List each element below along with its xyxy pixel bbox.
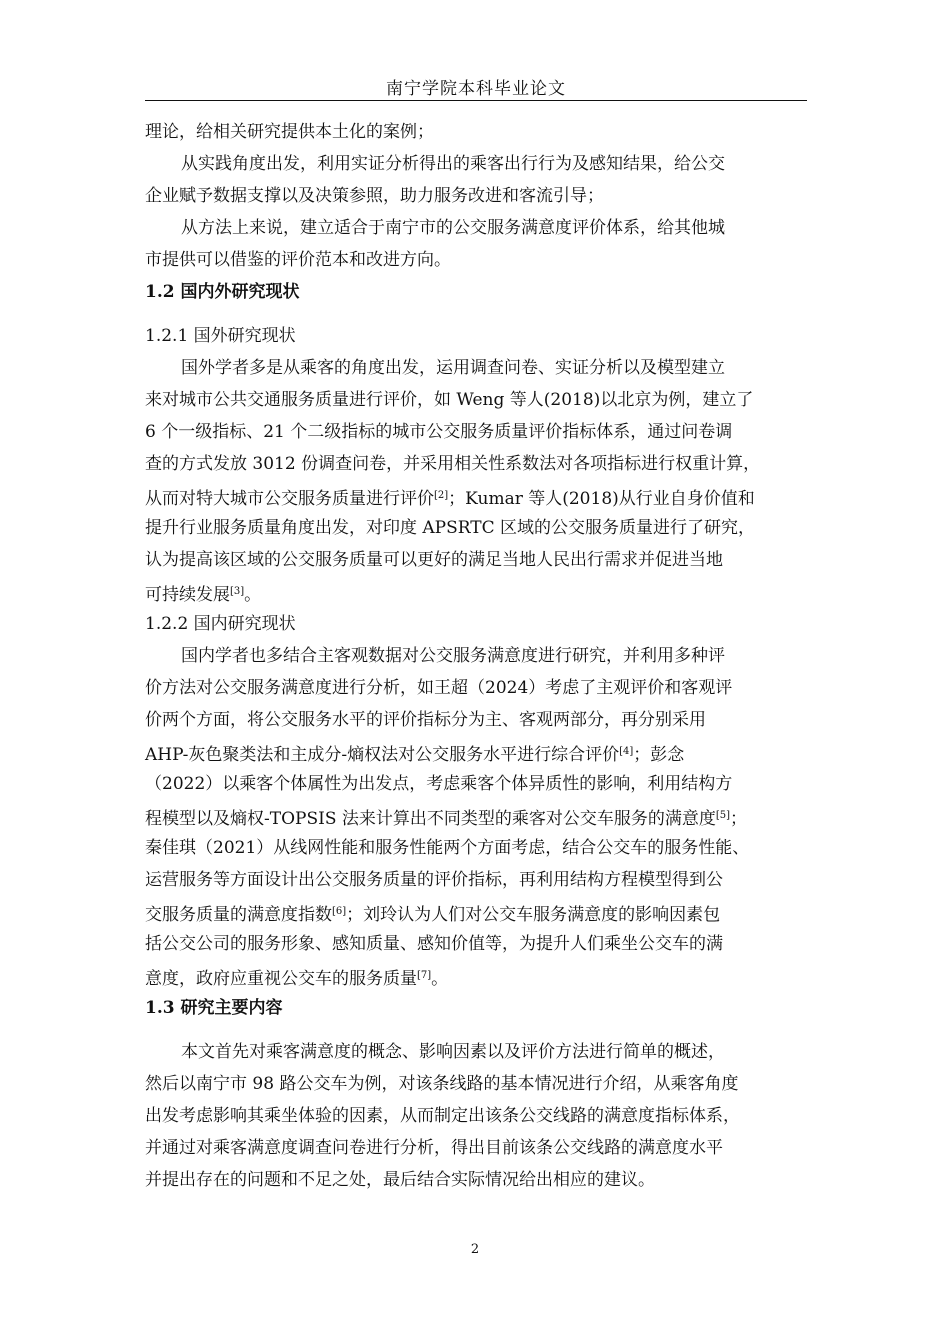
body-text-line	[145, 244, 807, 276]
page-number: 2	[470, 1242, 480, 1257]
line-text-continued: ；彭念	[633, 745, 685, 765]
body-text-line	[145, 180, 807, 212]
line-text: 然后以南宁市 98 路公交车为例，对该条线路的基本情况进行介绍，从乘客角度	[145, 1074, 739, 1094]
line-text: 程模型以及熵权-TOPSIS 法来计算出不同类型的乘客对公交车服务的满意度	[145, 809, 716, 829]
citation-superscript: [3]	[230, 586, 245, 597]
body-text-line	[145, 864, 807, 896]
body-text-line	[145, 480, 807, 512]
page-body	[145, 116, 807, 1196]
header-rule	[145, 100, 807, 101]
line-text: 意度，政府应重视公交车的服务质量	[145, 969, 417, 989]
line-text: 市提供可以借鉴的评价范本和改进方向。	[145, 250, 451, 270]
line-text: 秦佳琪（2021）从线网性能和服务性能两个方面考虑，结合公交车的服务性能、	[145, 838, 750, 858]
citation-superscript: [5]	[715, 810, 731, 821]
line-text-continued: ；Kumar 等人(2018)从行业自身价值和	[448, 489, 755, 509]
line-text: 1.2.2 国内研究现状	[145, 614, 296, 634]
line-text: 运营服务等方面设计出公交服务质量的评价指标，再利用结构方程模型得到公	[145, 870, 723, 890]
body-text-line	[145, 1132, 807, 1164]
body-text-line	[145, 352, 807, 384]
running-header-title: 南宁学院本科毕业论文	[386, 79, 566, 99]
line-text: 并提出存在的问题和不足之处，最后结合实际情况给出相应的建议。	[145, 1170, 655, 1190]
body-text-line	[145, 512, 807, 544]
body-text-line	[145, 800, 807, 832]
line-text: 1.2 国内外研究现状	[145, 282, 300, 302]
body-text-line	[145, 672, 807, 704]
body-text-line	[145, 448, 807, 480]
line-text: 并通过对乘客满意度调查问卷进行分析，得出目前该条公交线路的满意度水平	[145, 1138, 723, 1158]
line-text: 1.3 研究主要内容	[145, 998, 283, 1018]
citation-superscript: [4]	[619, 746, 634, 757]
line-text: AHP-灰色聚类法和主成分-熵权法对公交服务水平进行综合评价	[145, 745, 620, 765]
line-text-continued: ；	[730, 809, 748, 829]
line-text: 6 个一级指标、21 个二级指标的城市公交服务质量评价指标体系，通过问卷调	[145, 422, 733, 442]
body-text-line	[145, 1068, 807, 1100]
line-text-continued: 。	[431, 969, 449, 989]
citation-superscript: [2]	[434, 490, 449, 501]
line-text: 1.2.1 国外研究现状	[145, 326, 296, 346]
line-text: 本文首先对乘客满意度的概念、影响因素以及评价方法进行简单的概述，	[181, 1042, 725, 1062]
body-text-line	[145, 212, 807, 244]
line-text: 查的方式发放 3012 份调查问卷，并采用相关性系数法对各项指标进行权重计算，	[145, 454, 761, 474]
line-text-continued: ；刘玲认为人们对公交车服务满意度的影响因素包	[346, 905, 721, 925]
body-text-line	[145, 768, 807, 800]
line-text: （2022）以乘客个体属性为出发点，考虑乘客个体异质性的影响，利用结构方	[145, 774, 733, 794]
line-text: 价方法对公交服务满意度进行分析，如王超（2024）考虑了主观评价和客观评	[145, 678, 733, 698]
section-heading	[145, 276, 807, 308]
body-text-line	[145, 832, 807, 864]
body-text-line	[145, 1036, 807, 1068]
line-text: 价两个方面，将公交服务水平的评价指标分为主、客观两部分，再分别采用	[145, 710, 706, 730]
line-text: 括公交公司的服务形象、感知质量、感知价值等，为提升人们乘坐公交车的满	[145, 934, 723, 954]
body-text-line	[145, 736, 807, 768]
line-text: 来对城市公共交通服务质量进行评价，如 Weng 等人(2018)以北京为例，建立了	[145, 390, 754, 410]
body-text-line	[145, 1164, 807, 1196]
section-heading	[145, 992, 807, 1024]
body-text-line	[145, 544, 807, 576]
line-text: 国外学者多是从乘客的角度出发，运用调查问卷、实证分析以及模型建立	[181, 358, 725, 378]
body-text-line	[145, 640, 807, 672]
body-text-line	[145, 116, 807, 148]
subsection-heading	[145, 320, 807, 352]
line-text: 从方法上来说，建立适合于南宁市的公交服务满意度评价体系，给其他城	[181, 218, 725, 238]
subsection-heading	[145, 608, 807, 640]
body-text-line	[145, 704, 807, 736]
body-text-line	[145, 896, 807, 928]
body-text-line	[145, 1100, 807, 1132]
line-text: 可持续发展	[145, 585, 230, 605]
line-text: 从而对特大城市公交服务质量进行评价	[145, 489, 434, 509]
line-text: 提升行业服务质量角度出发，对印度 APSRTC 区域的公交服务质量进行了研究，	[145, 518, 756, 538]
line-text: 交服务质量的满意度指数	[145, 905, 332, 925]
body-text-line	[145, 148, 807, 180]
line-text: 出发考虑影响其乘坐体验的因素，从而制定出该条公交线路的满意度指标体系，	[145, 1106, 740, 1126]
line-text-continued: 。	[244, 585, 262, 605]
body-text-line	[145, 960, 807, 992]
body-text-line	[145, 576, 807, 608]
body-text-line	[145, 384, 807, 416]
body-text-line	[145, 416, 807, 448]
line-text: 认为提高该区域的公交服务质量可以更好的满足当地人民出行需求并促进当地	[145, 550, 723, 570]
citation-superscript: [7]	[417, 970, 432, 981]
line-text: 国内学者也多结合主客观数据对公交服务满意度进行研究，并利用多种评	[181, 646, 725, 666]
body-text-line	[145, 928, 807, 960]
line-text: 从实践角度出发，利用实证分析得出的乘客出行行为及感知结果，给公交	[181, 154, 725, 174]
line-text: 企业赋予数据支撑以及决策参照，助力服务改进和客流引导；	[145, 186, 604, 206]
citation-superscript: [6]	[332, 906, 347, 917]
line-text: 理论，给相关研究提供本土化的案例；	[145, 122, 434, 142]
